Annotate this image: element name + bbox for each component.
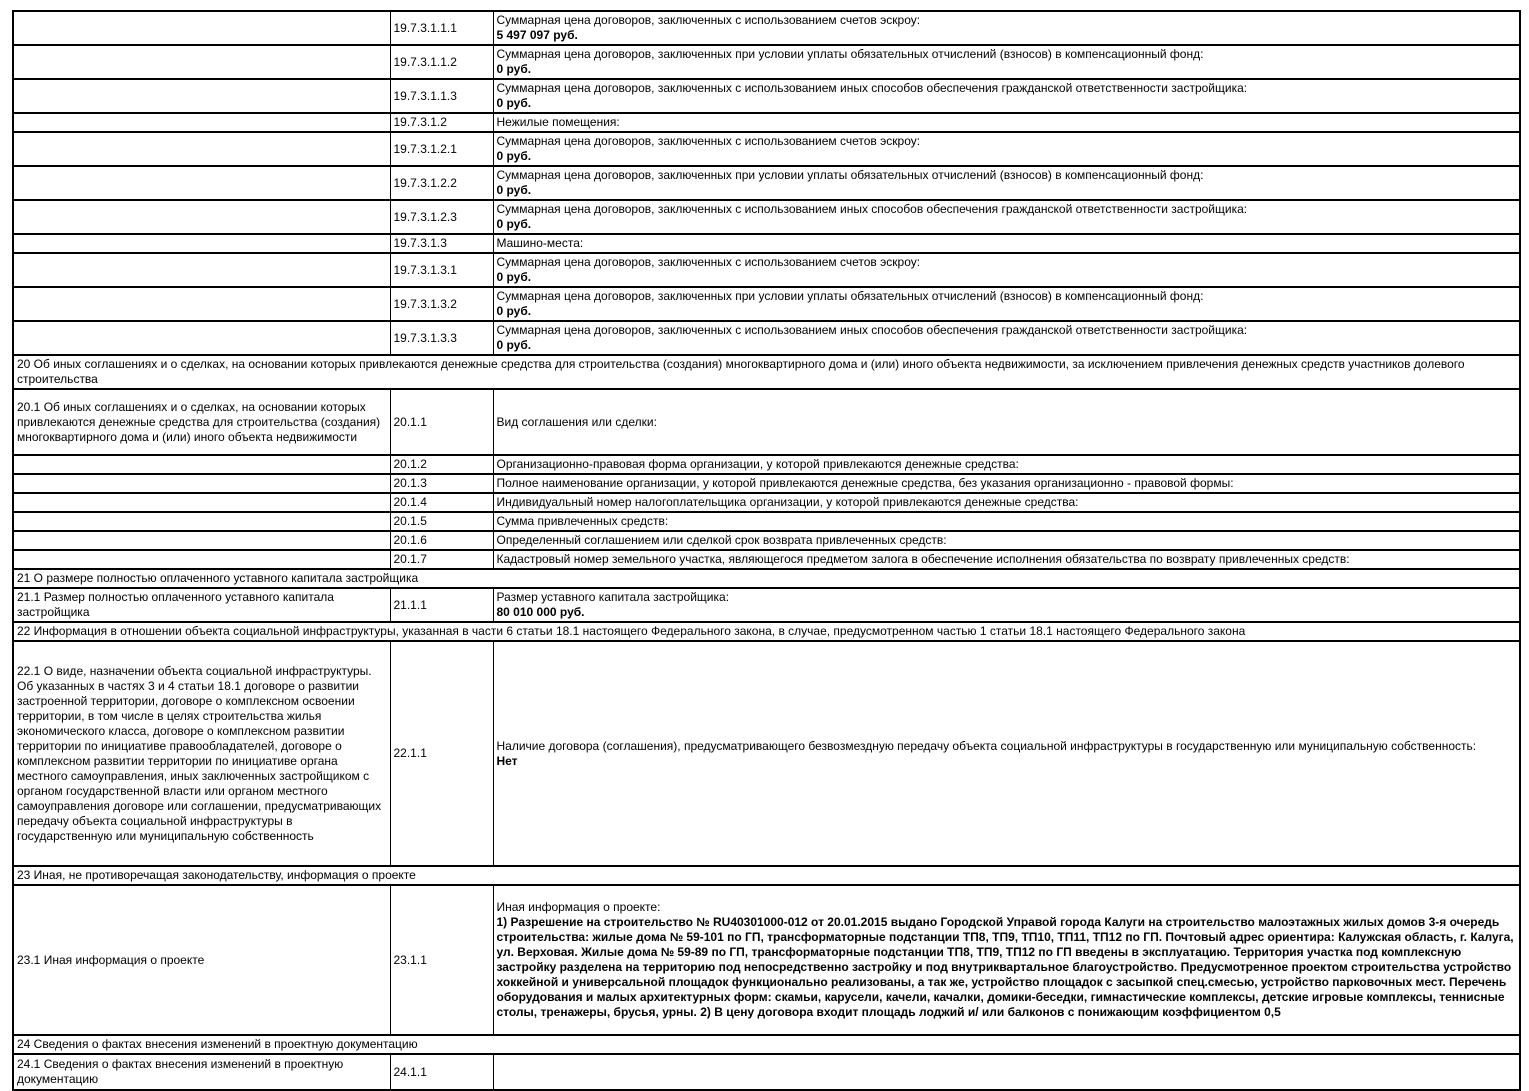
field-value: 5 497 097 руб. <box>496 28 578 42</box>
table-row <box>13 113 1520 132</box>
row-number-cell: 19.7.3.1.3.1 <box>390 253 493 287</box>
row-value-cell <box>493 234 1520 253</box>
field-label: Машино-места: <box>496 236 584 250</box>
field-label: Наличие договора (соглашения), предусматривающего безвозмездную передачу объекта социальной инфраструктуры в государственную или муниципальную собственность: <box>496 738 1477 753</box>
table-row <box>13 79 1520 113</box>
row-value-cell <box>493 200 1520 234</box>
row-description-cell <box>13 200 390 234</box>
row-value-cell <box>493 113 1520 132</box>
table-row <box>13 531 1520 550</box>
row-description-cell: 22.1 О виде, назначении объекта социальной инфраструктуры. Об указанных в частях 3 и 4 статьи 18.1 договоре о развитии застроенной территории, договоре о комплексном освоении территории, в том числе в целях строительства жилья экономического класса, договоре о комплексном развитии территории по инициативе правообладателей, договоре о комплексном развитии территории по инициативе органа местного самоуправления, иных заключенных застройщиком с органом государственной власти или органом местного самоуправления договоре или соглашении, предусматривающих передачу объекта социальной инфраструктуры в государственную или муниципальную собственность <box>13 641 390 866</box>
row-description-cell <box>13 512 390 531</box>
row-number-cell: 19.7.3.1.3.3 <box>390 321 493 355</box>
declaration-table <box>12 10 1521 1091</box>
row-value-cell <box>493 132 1520 166</box>
row-value-cell <box>493 45 1520 79</box>
declaration-table-body <box>13 11 1520 1090</box>
table-row <box>13 588 1520 622</box>
row-description-cell: 24.1 Сведения о фактах внесения изменений в проектную документацию <box>13 1054 390 1090</box>
row-value-cell <box>493 455 1520 474</box>
row-value-cell <box>493 531 1520 550</box>
row-value-cell <box>493 253 1520 287</box>
row-value-cell <box>493 641 1520 866</box>
row-number-cell: 23.1.1 <box>390 885 493 1035</box>
table-row <box>13 132 1520 166</box>
row-number-cell: 20.1.6 <box>390 531 493 550</box>
field-value: 0 руб. <box>496 304 532 318</box>
row-number-cell: 20.1.2 <box>390 455 493 474</box>
row-description-cell <box>13 45 390 79</box>
table-row <box>13 166 1520 200</box>
section-header-row <box>13 355 1520 389</box>
section-header: 20 Об иных соглашениях и о сделках, на основании которых привлекаются денежные средства для строительства (создания) многоквартирного дома и (или) иного объекта недвижимости, за исключением привлечения денежных средств участников долевого строительства <box>13 355 1520 389</box>
field-value: 0 руб. <box>496 96 532 110</box>
field-value: 1) Разрешение на строительство № RU40301000-012 от 20.01.2015 выдано Городской Управой города Калуги на строительство малоэтажных жилых домов 3-я очередь строительства: жилые дома № 59-101 по ГП, трансформаторные подстанции ТП8, ТП9, ТП10, ТП11, ТП12 по ГП. Почтовый адрес ориентира: Калужская область, г. Калуга, ул. Верховая. Жилые дома № 59-89 по ГП, трансформаторные подстанции ТП8, ТП9, ТП12 по ГП введены в эксплуатацию. Территория участка под комплексную застройку разделена на территорию под непосредственно застройку и под внутриквартальное благоустройство. Предусмотренное проектом строительства устройство хоккейной и универсальной площадок функционально реализованы, а так же, устройство площадок с засыпкой спец.смесью, устройство парковочных мест. Перечень оборудования и малых архитектурных форм: скамьи, карусели, качели, качалки, домики-беседки, гимнастические комплексы, детские игровые комплексы, теннисные столы, тренажеры, брусья, урны. 2) В цену договора входит площадь лоджий и/ или балконов с понижающим коэффициентом 0,5 <box>496 915 1514 1019</box>
table-row <box>13 550 1520 569</box>
table-row <box>13 455 1520 474</box>
row-number-cell: 20.1.1 <box>390 389 493 455</box>
field-label: Организационно-правовая форма организации, у которой привлекаются денежные средства: <box>496 457 1019 471</box>
row-description-cell: 20.1 Об иных соглашениях и о сделках, на основании которых привлекаются денежные средства для строительства (создания) многоквартирного дома и (или) иного объекта недвижимости <box>13 389 390 455</box>
row-value-cell <box>493 1054 1520 1090</box>
row-number-cell: 19.7.3.1.1.1 <box>390 11 493 45</box>
table-row <box>13 512 1520 531</box>
field-label: Полное наименование организации, у которой привлекаются денежные средства, без указания организационно - правовой формы: <box>496 476 1234 490</box>
section-header: 22 Информация в отношении объекта социальной инфраструктуры, указанная в части 6 статьи 18.1 настоящего Федерального закона, в случае, предусмотренном частью 1 статьи 18.1 настоящего Федерального закона <box>13 622 1520 641</box>
row-number-cell: 20.1.3 <box>390 474 493 493</box>
table-row <box>13 287 1520 321</box>
field-value: 0 руб. <box>496 338 532 352</box>
table-row <box>13 321 1520 355</box>
section-header: 23 Иная, не противоречащая законодательству, информация о проекте <box>13 866 1520 885</box>
row-description-cell <box>13 253 390 287</box>
table-row <box>13 234 1520 253</box>
section-header-row <box>13 1035 1520 1054</box>
field-label: Кадастровый номер земельного участка, являющегося предметом залога в обеспечение исполнения обязательства по возврату привлеченных средств: <box>496 552 1350 566</box>
field-label: Суммарная цена договоров, заключенных с использованием счетов эскроу: <box>496 255 921 269</box>
row-number-cell: 20.1.5 <box>390 512 493 531</box>
row-value-cell <box>493 321 1520 355</box>
row-value-cell <box>493 588 1520 622</box>
row-description-cell <box>13 79 390 113</box>
field-value: 0 руб. <box>496 62 532 76</box>
row-description-cell <box>13 550 390 569</box>
field-label: Сумма привлеченных средств: <box>496 514 669 528</box>
table-row <box>13 11 1520 45</box>
row-value-cell <box>493 512 1520 531</box>
table-row <box>13 389 1520 455</box>
row-description-cell <box>13 531 390 550</box>
field-label: Суммарная цена договоров, заключенных с использованием счетов эскроу: <box>496 13 921 27</box>
row-description-cell <box>13 287 390 321</box>
field-label: Суммарная цена договоров, заключенных с использованием счетов эскроу: <box>496 134 921 148</box>
section-header-row <box>13 622 1520 641</box>
table-row <box>13 45 1520 79</box>
table-row <box>13 493 1520 512</box>
row-description-cell <box>13 493 390 512</box>
row-number-cell: 19.7.3.1.2.1 <box>390 132 493 166</box>
table-row <box>13 641 1520 866</box>
field-label: Иная информация о проекте: <box>496 900 661 914</box>
row-description-cell: 21.1 Размер полностью оплаченного уставного капитала застройщика <box>13 588 390 622</box>
row-number-cell: 19.7.3.1.2 <box>390 113 493 132</box>
row-description-cell: 23.1 Иная информация о проекте <box>13 885 390 1035</box>
row-number-cell: 22.1.1 <box>390 641 493 866</box>
row-value-cell <box>493 493 1520 512</box>
row-value-cell <box>493 287 1520 321</box>
row-number-cell: 19.7.3.1.2.2 <box>390 166 493 200</box>
row-value-cell <box>493 474 1520 493</box>
section-header-row <box>13 569 1520 588</box>
field-label: Суммарная цена договоров, заключенных при условии уплаты обязательных отчислений (взносов) в компенсационный фонд: <box>496 168 1204 182</box>
row-description-cell <box>13 455 390 474</box>
field-value: Нет <box>496 753 518 768</box>
field-label: Суммарная цена договоров, заключенных при условии уплаты обязательных отчислений (взносов) в компенсационный фонд: <box>496 289 1204 303</box>
field-label: Индивидуальный номер налогоплательщика организации, у которой привлекаются денежные средства: <box>496 495 1079 509</box>
row-number-cell: 19.7.3.1.1.3 <box>390 79 493 113</box>
row-number-cell: 19.7.3.1.1.2 <box>390 45 493 79</box>
row-value-cell <box>493 550 1520 569</box>
row-description-cell <box>13 11 390 45</box>
row-value-cell <box>493 885 1520 1035</box>
row-number-cell: 20.1.7 <box>390 550 493 569</box>
row-number-cell: 20.1.4 <box>390 493 493 512</box>
table-row <box>13 1054 1520 1090</box>
row-value-cell <box>493 389 1520 455</box>
row-description-cell <box>13 474 390 493</box>
field-label: Суммарная цена договоров, заключенных с использованием иных способов обеспечения гражданской ответственности застройщика: <box>496 202 1248 216</box>
field-value: 0 руб. <box>496 149 532 163</box>
field-value: 0 руб. <box>496 217 532 231</box>
field-value: 0 руб. <box>496 183 532 197</box>
field-value: 80 010 000 руб. <box>496 605 585 619</box>
field-label: Суммарная цена договоров, заключенных с использованием иных способов обеспечения гражданской ответственности застройщика: <box>496 323 1248 337</box>
row-description-cell <box>13 132 390 166</box>
row-value-cell <box>493 79 1520 113</box>
field-label: Нежилые помещения: <box>496 115 620 129</box>
section-header: 24 Сведения о фактах внесения изменений в проектную документацию <box>13 1035 1520 1054</box>
table-row <box>13 474 1520 493</box>
row-number-cell: 19.7.3.1.3.2 <box>390 287 493 321</box>
table-row <box>13 253 1520 287</box>
section-header: 21 О размере полностью оплаченного уставного капитала застройщика <box>13 569 1520 588</box>
field-label: Размер уставного капитала застройщика: <box>496 590 730 604</box>
field-value: 0 руб. <box>496 270 532 284</box>
row-value-cell <box>493 166 1520 200</box>
field-label: Определенный соглашением или сделкой срок возврата привлеченных средств: <box>496 533 947 547</box>
field-label: Суммарная цена договоров, заключенных с использованием иных способов обеспечения гражданской ответственности застройщика: <box>496 81 1248 95</box>
field-label: Вид соглашения или сделки: <box>496 414 657 429</box>
row-description-cell <box>13 166 390 200</box>
row-description-cell <box>13 321 390 355</box>
row-description-cell <box>13 113 390 132</box>
row-number-cell: 21.1.1 <box>390 588 493 622</box>
row-number-cell: 19.7.3.1.2.3 <box>390 200 493 234</box>
section-header-row <box>13 866 1520 885</box>
field-label: Суммарная цена договоров, заключенных при условии уплаты обязательных отчислений (взносов) в компенсационный фонд: <box>496 47 1204 61</box>
row-number-cell: 19.7.3.1.3 <box>390 234 493 253</box>
table-row <box>13 885 1520 1035</box>
row-value-cell <box>493 11 1520 45</box>
table-row <box>13 200 1520 234</box>
row-number-cell: 24.1.1 <box>390 1054 493 1090</box>
row-description-cell <box>13 234 390 253</box>
